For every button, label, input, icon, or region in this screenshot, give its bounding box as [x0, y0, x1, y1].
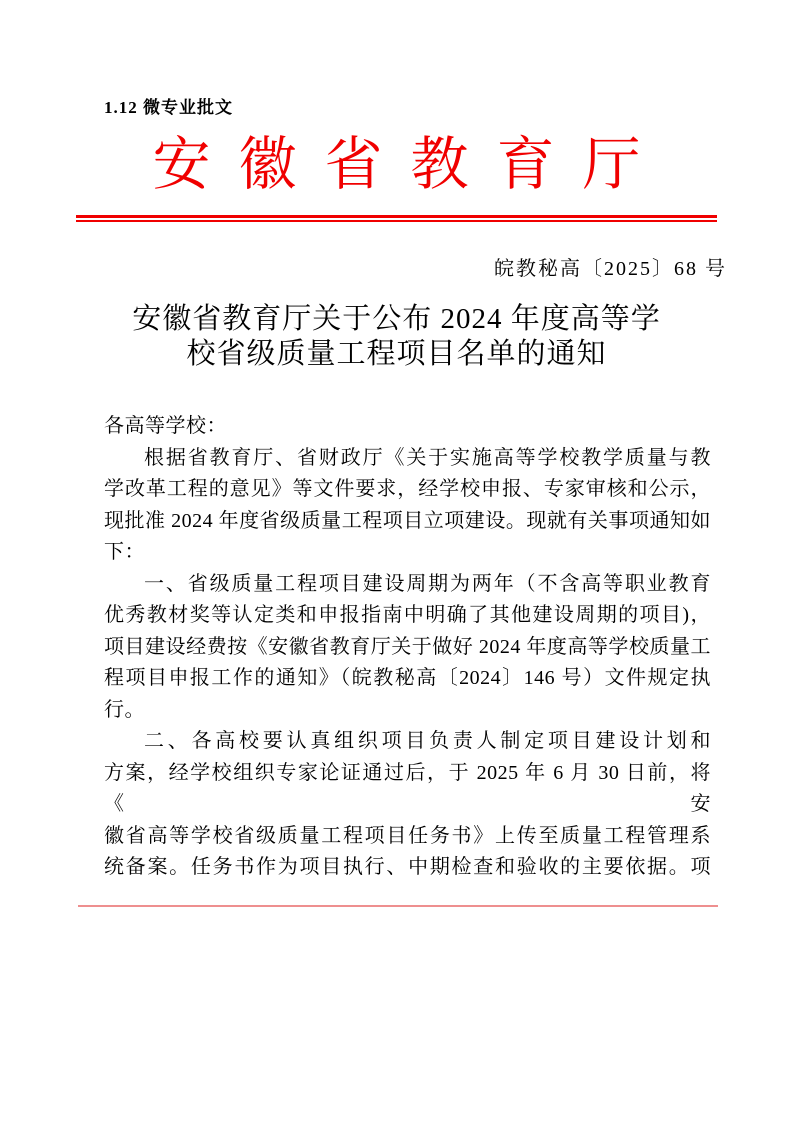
document-number: 皖教秘高〔2025〕68 号	[494, 258, 727, 280]
letterhead-title: 安徽省教育厅	[152, 132, 669, 197]
document-body	[104, 411, 711, 884]
salutation: 各高等学校：	[104, 415, 227, 437]
paragraph-3-line: 徽省高等学校省级质量工程项目任务书》上传至质量工程管理系	[104, 824, 711, 847]
paragraph-3-line: 统备案。任务书作为项目执行、中期检查和验收的主要依据。项	[104, 856, 711, 878]
paragraph-1-line: 根据省教育厅、省财政厅《关于实施高等学校教学质量与教	[144, 446, 711, 469]
paragraph-1-line: 学改革工程的意见》等文件要求，经学校申报、专家审核和公示，	[104, 478, 711, 500]
paragraph-3-line: 二、各高校要认真组织项目负责人制定项目建设计划和	[144, 730, 711, 752]
paragraph-2-line: 优秀教材奖等认定类和申报指南中明确了其他建设周期的项目)，	[104, 604, 711, 626]
paragraph-3-line: 方案，经学校组织专家论证通过后，于 2025 年 6 月 30 日前，将《安	[104, 761, 711, 815]
section-heading: 1.12 微专业批文	[104, 98, 233, 117]
paragraph-2-line: 程项目申报工作的通知》（皖教秘高〔2024〕146 号）文件规定执	[104, 667, 711, 689]
paragraph-2-line: 一、省级质量工程项目建设周期为两年（不含高等职业教育	[144, 572, 711, 595]
paragraph-2-line: 项目建设经费按《安徽省教育厅关于做好 2024 年度高等学校质量工	[104, 635, 711, 658]
page-bottom-rule	[78, 905, 718, 907]
notice-title-line-1: 安徽省教育厅关于公布 2024 年度高等学	[132, 303, 661, 335]
notice-title	[0, 302, 793, 372]
letterhead-double-rule	[76, 215, 717, 222]
rule-bar-bottom	[76, 220, 717, 222]
paragraph-1-line: 现批准 2024 年度省级质量工程项目立项建设。现就有关事项通知如	[104, 509, 711, 532]
notice-title-line-2: 校省级质量工程项目名单的通知	[186, 338, 607, 370]
paragraph-2-line: 行。	[104, 698, 145, 721]
paragraph-1-line: 下：	[104, 541, 145, 563]
